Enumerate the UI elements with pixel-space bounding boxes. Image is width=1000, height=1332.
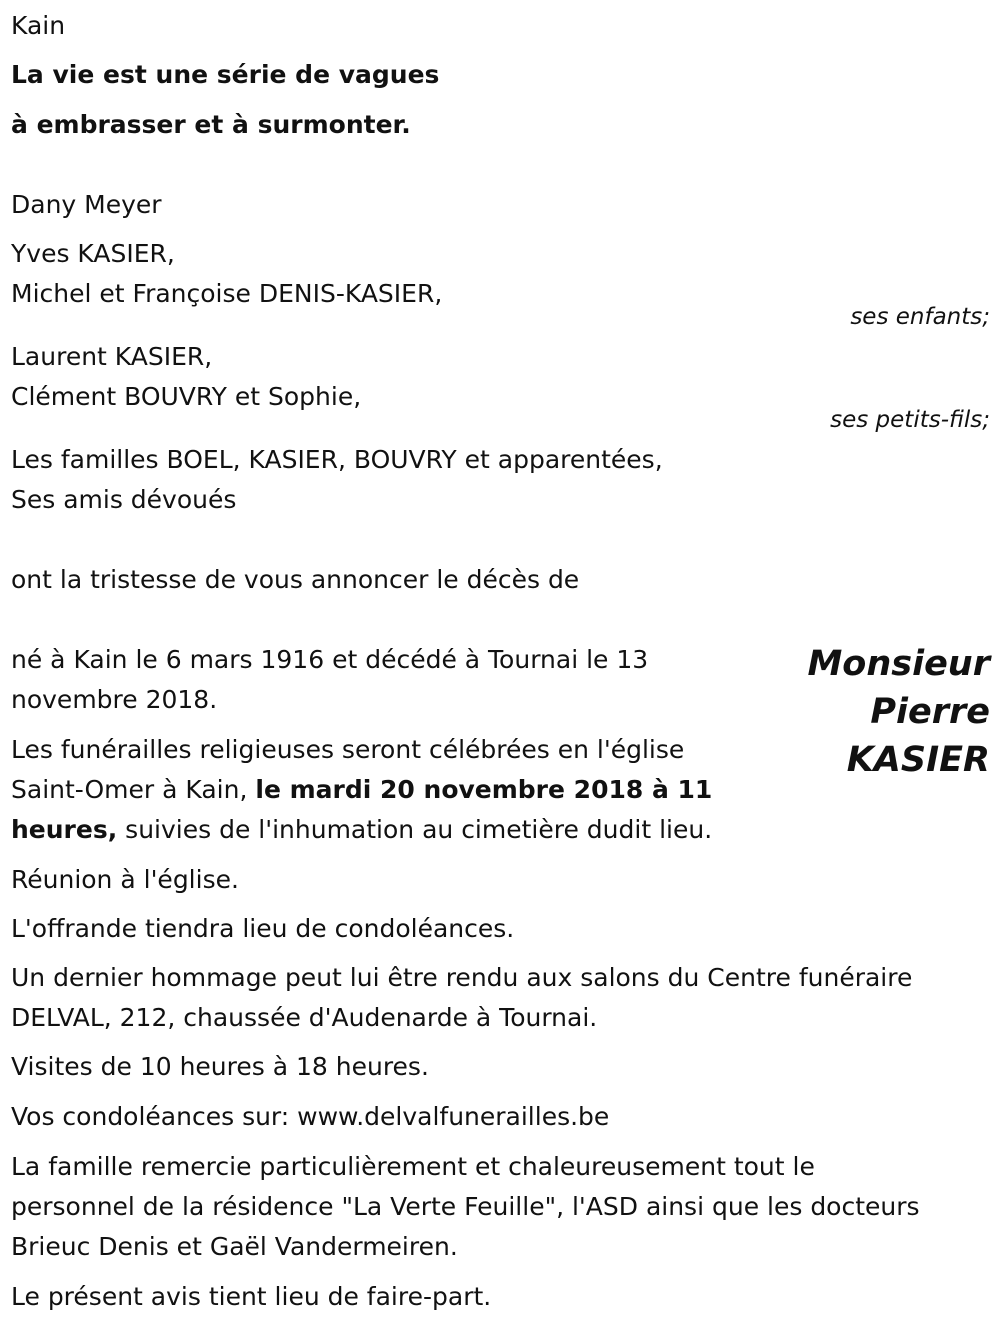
offering-note: L'offrande tiendra lieu de condoléances. xyxy=(11,914,515,943)
tribute-line-1: Un dernier hommage peut lui être rendu aux salons du Centre funéraire xyxy=(11,963,913,992)
meeting-note: Réunion à l'église. xyxy=(11,865,239,894)
closing-note: Le présent avis tient lieu de faire-part. xyxy=(11,1282,492,1311)
families-line-2: Ses amis dévoués xyxy=(11,485,237,514)
families-line-1: Les familles BOEL, KASIER, BOUVRY et apparentées, xyxy=(11,445,663,474)
thanks-line-1: La famille remercie particulièrement et chaleureusement tout le xyxy=(11,1152,815,1181)
funeral-date: le mardi 20 novembre 2018 à 11 xyxy=(255,775,713,804)
funeral-place: Saint-Omer à Kain, xyxy=(11,775,256,804)
grandchildren-role: ses petits-fils; xyxy=(830,407,990,433)
deceased-title: Monsieur xyxy=(807,644,990,684)
condolences-note: Vos condoléances sur: www.delvalfunerailles.be xyxy=(11,1102,610,1131)
children-role: ses enfants; xyxy=(850,304,990,330)
grandchild-name-1: Laurent KASIER, xyxy=(11,342,213,371)
thanks-line-2: personnel de la résidence "La Verte Feuille", l'ASD ainsi que les docteurs xyxy=(11,1192,920,1221)
child-name-2: Michel et Françoise DENIS-KASIER, xyxy=(11,279,443,308)
tribute-line-2: DELVAL, 212, chaussée d'Audenarde à Tournai. xyxy=(11,1003,598,1032)
funeral-line-1: Les funérailles religieuses seront célébrées en l'église xyxy=(11,735,685,764)
thanks-line-3: Brieuc Denis et Gaël Vandermeiren. xyxy=(11,1232,458,1261)
grandchild-name-2: Clément BOUVRY et Sophie, xyxy=(11,382,362,411)
funeral-line-3 xyxy=(11,810,712,850)
location: Kain xyxy=(11,11,66,40)
motto-line-2: à embrasser et à surmonter. xyxy=(11,110,411,139)
funeral-line-2 xyxy=(11,770,712,810)
funeral-time: heures, xyxy=(11,815,118,844)
visits-note: Visites de 10 heures à 18 heures. xyxy=(11,1052,429,1081)
deceased-last-name: KASIER xyxy=(846,740,990,780)
announcement: ont la tristesse de vous annoncer le décès de xyxy=(11,565,580,594)
deceased-name xyxy=(807,640,990,784)
child-name-1: Yves KASIER, xyxy=(11,239,175,268)
motto-line-1: La vie est une série de vagues xyxy=(11,60,440,89)
funeral-burial: suivies de l'inhumation au cimetière dudit lieu. xyxy=(117,815,713,844)
spouse-name: Dany Meyer xyxy=(11,190,162,219)
birth-death-line-1: né à Kain le 6 mars 1916 et décédé à Tournai le 13 xyxy=(11,645,649,674)
deceased-first-name: Pierre xyxy=(870,692,990,732)
birth-death-line-2: novembre 2018. xyxy=(11,685,218,714)
